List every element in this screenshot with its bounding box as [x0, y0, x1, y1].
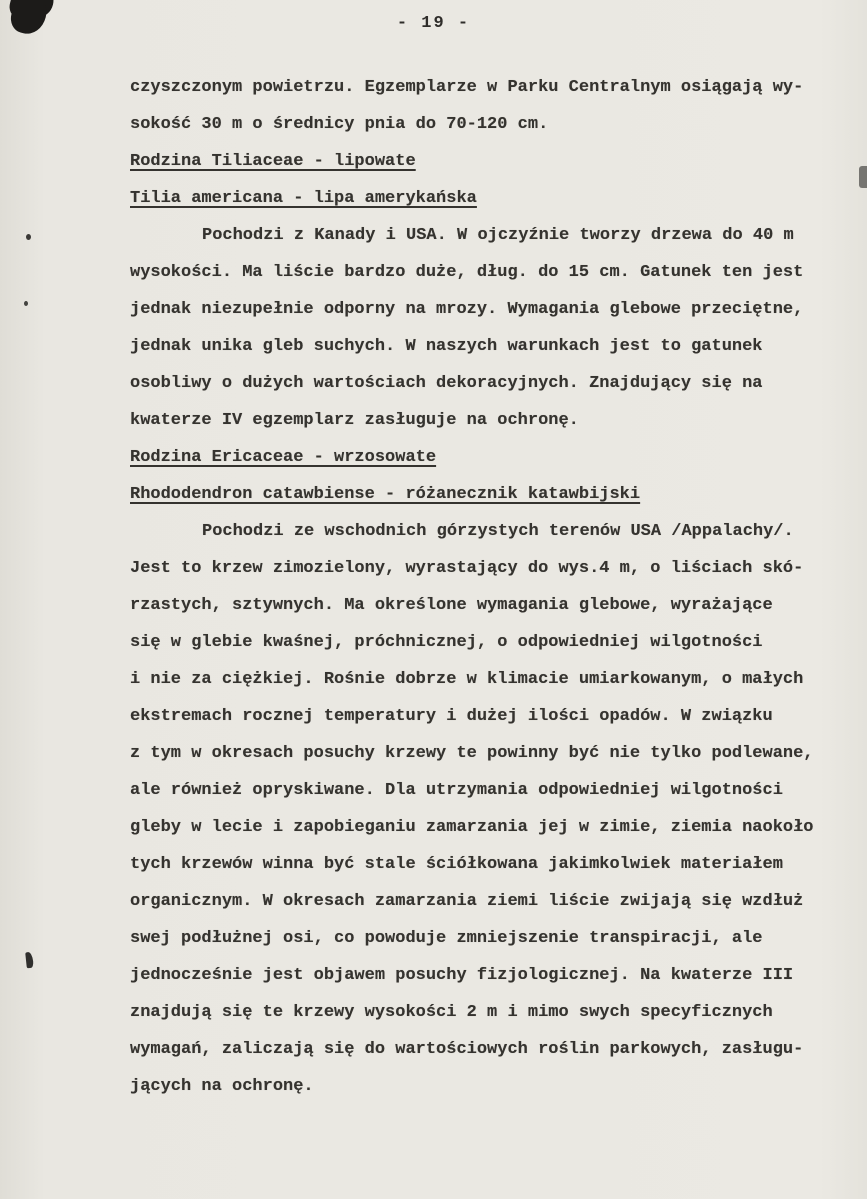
text-line: Jest to krzew zimozielony, wyrastający do wys.4 m, o liściach skó- [130, 559, 804, 578]
text-line: tych krzewów winna być stale ściółkowana jakimkolwiek materiałem [130, 855, 783, 874]
text-line: się w glebie kwaśnej, próchnicznej, o odpowiedniej wilgotności [130, 633, 763, 652]
page-number: - 19 - [396, 14, 471, 33]
text-line: i nie za ciężkiej. Rośnie dobrze w klimacie umiarkowanym, o małych [130, 670, 804, 689]
text-line: jednak unika gleb suchych. W naszych warunkach jest to gatunek [130, 337, 763, 356]
text-line: kwaterze IV egzemplarz zasługuje na ochronę. [130, 411, 579, 430]
text-line: osobliwy o dużych wartościach dekoracyjnych. Znajdujący się na [130, 374, 763, 393]
text-line: gleby w lecie i zapobieganiu zamarzania jej w zimie, ziemia naokoło [130, 818, 814, 837]
text-line: organicznym. W okresach zamarzania ziemi liście zwijają się wzdłuż [130, 892, 804, 911]
text-line: jednak niezupełnie odporny na mrozy. Wymagania glebowe przeciętne, [130, 300, 804, 319]
document-text-block [130, 69, 835, 1105]
text-line: rzastych, sztywnych. Ma określone wymagania glebowe, wyrażające [130, 596, 773, 615]
scan-ink-dot [24, 301, 28, 306]
heading-line: Rhododendron catawbiense - różanecznik katawbijski [130, 485, 641, 504]
text-line: wymagań, zaliczają się do wartościowych roślin parkowych, zasługu- [130, 1040, 804, 1059]
text-line: Pochodzi z Kanady i USA. W ojczyźnie tworzy drzewa do 40 m [202, 226, 794, 245]
scan-ink-mark [25, 952, 34, 969]
heading-line: Tilia americana - lipa amerykańska [130, 189, 477, 208]
heading-line: Rodzina Ericaceae - wrzosowate [130, 448, 437, 467]
text-line: swej podłużnej osi, co powoduje zmniejszenie transpiracji, ale [130, 929, 763, 948]
text-line: Pochodzi ze wschodnich górzystych terenów USA /Appalachy/. [202, 522, 794, 541]
text-line: jących na ochronę. [130, 1077, 314, 1096]
text-line: znajdują się te krzewy wysokości 2 m i mimo swych specyficznych [130, 1003, 773, 1022]
text-line: jednocześnie jest objawem posuchy fizjologicznej. Na kwaterze III [130, 966, 794, 985]
heading-line: Rodzina Tiliaceae - lipowate [130, 152, 416, 171]
text-line: z tym w okresach posuchy krzewy te powinny być nie tylko podlewane, [130, 744, 814, 763]
text-line: sokość 30 m o średnicy pnia do 70-120 cm. [130, 115, 549, 134]
text-line: ekstremach rocznej temperatury i dużej ilości opadów. W związku [130, 707, 773, 726]
text-line: wysokości. Ma liście bardzo duże, dług. do 15 cm. Gatunek ten jest [130, 263, 804, 282]
text-line: ale również opryskiwane. Dla utrzymania odpowiedniej wilgotności [130, 781, 783, 800]
text-line: czyszczonym powietrzu. Egzemplarze w Parku Centralnym osiągają wy- [130, 78, 804, 97]
scan-edge-mark [859, 166, 867, 188]
scan-ink-dot [26, 234, 31, 240]
